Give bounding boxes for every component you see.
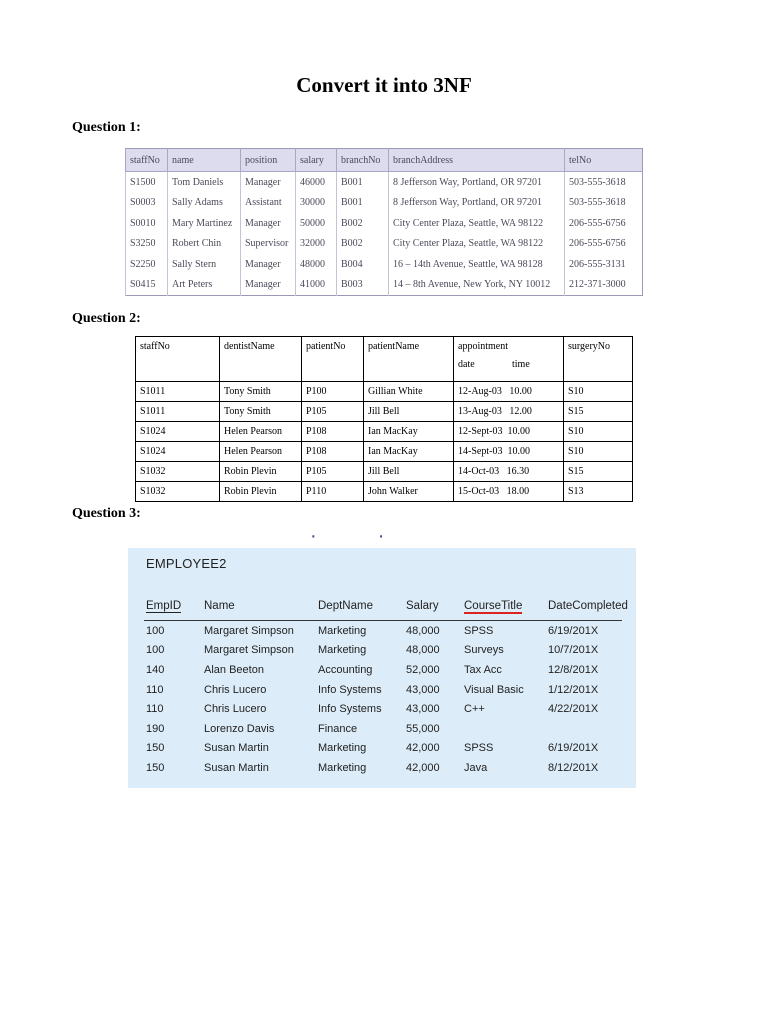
table-cell: Visual Basic xyxy=(464,683,524,696)
table-cell: 55,000 xyxy=(406,722,440,735)
table-cell: 206-555-6756 xyxy=(565,233,643,253)
table-cell: Info Systems xyxy=(318,683,382,696)
table-cell: 503-555-3618 xyxy=(565,193,643,213)
column-header: branchAddress xyxy=(389,149,565,172)
table-cell: S1032 xyxy=(136,482,220,502)
table-cell: 14-Sept-03 10.00 xyxy=(454,442,564,462)
table-cell: S0010 xyxy=(126,213,168,233)
table-cell: 32000 xyxy=(296,233,337,253)
table-cell: 140 xyxy=(146,663,165,676)
table-cell: 14-Oct-03 16.30 xyxy=(454,462,564,482)
table-cell: Java xyxy=(464,761,488,774)
table-cell: Robin Plevin xyxy=(220,462,302,482)
table-cell: C++ xyxy=(464,703,485,716)
table-header-row xyxy=(144,592,622,621)
table-cell: S1024 xyxy=(136,442,220,462)
table-row xyxy=(144,660,622,680)
table-cell: S0415 xyxy=(126,274,168,295)
table-row xyxy=(144,621,622,641)
table-cell: 6/19/201X xyxy=(548,742,599,755)
table-cell: Susan Martin xyxy=(204,742,269,755)
table-row xyxy=(136,422,633,442)
table-cell: Sally Stern xyxy=(168,254,241,274)
table-cell: S2250 xyxy=(126,254,168,274)
table-cell: S10 xyxy=(564,422,633,442)
table-cell xyxy=(546,719,622,739)
employee2-table xyxy=(144,592,628,778)
page-title: Convert it into 3NF xyxy=(296,73,472,97)
table-cell: Art Peters xyxy=(168,274,241,295)
table-cell: B001 xyxy=(337,172,389,193)
table-cell: S1011 xyxy=(136,382,220,402)
table-cell: S0003 xyxy=(126,193,168,213)
column-header: branchNo xyxy=(337,149,389,172)
table-cell: Manager xyxy=(241,213,296,233)
table-cell: 13-Aug-03 12.00 xyxy=(454,402,564,422)
table-row xyxy=(144,699,622,719)
table-cell: Manager xyxy=(241,274,296,295)
table-cell: 46000 xyxy=(296,172,337,193)
table-cell: S1032 xyxy=(136,462,220,482)
table-cell: 110 xyxy=(146,703,164,716)
table-cell: 48000 xyxy=(296,254,337,274)
table-cell: B002 xyxy=(337,213,389,233)
table-row xyxy=(136,462,633,482)
table-cell: S13 xyxy=(564,482,633,502)
dentist-appointment-table xyxy=(135,336,633,502)
table-cell: SPSS xyxy=(464,742,494,755)
table-cell: 12/8/201X xyxy=(548,663,599,676)
column-header: DateCompleted xyxy=(546,592,622,621)
column-header: surgeryNo xyxy=(564,337,633,382)
table-cell: 43,000 xyxy=(406,683,440,696)
table-cell: City Center Plaza, Seattle, WA 98122 xyxy=(389,213,565,233)
table-cell: Helen Pearson xyxy=(220,442,302,462)
table-cell: P108 xyxy=(302,422,364,442)
table-cell: John Walker xyxy=(364,482,454,502)
table-cell: Lorenzo Davis xyxy=(204,722,275,735)
table-cell: Robert Chin xyxy=(168,233,241,253)
table-cell: Assistant xyxy=(241,193,296,213)
column-header: DeptName xyxy=(316,592,404,621)
table-cell: S15 xyxy=(564,462,633,482)
table-cell xyxy=(462,719,546,739)
table-cell: 48,000 xyxy=(406,624,440,637)
table-cell: Marketing xyxy=(318,761,367,774)
column-header-label: EmpID xyxy=(146,600,182,612)
column-header: staffNo xyxy=(126,149,168,172)
table-cell: 30000 xyxy=(296,193,337,213)
table-cell: B003 xyxy=(337,274,389,295)
table-cell: Info Systems xyxy=(318,703,382,716)
table-cell: 10/7/201X xyxy=(548,644,599,657)
table-row xyxy=(144,680,622,700)
column-header xyxy=(462,592,546,621)
table-cell: P100 xyxy=(302,382,364,402)
question-2-label: Question 2: xyxy=(72,311,141,326)
table-cell: Gillian White xyxy=(364,382,454,402)
table-cell: 14 – 8th Avenue, New York, NY 10012 xyxy=(389,274,565,295)
table-cell: 206-555-6756 xyxy=(565,213,643,233)
table-cell: 8 Jefferson Way, Portland, OR 97201 xyxy=(389,193,565,213)
table-header-row xyxy=(136,337,633,382)
table-cell: City Center Plaza, Seattle, WA 98122 xyxy=(389,233,565,253)
table-cell: Margaret Simpson xyxy=(204,644,294,657)
table-row xyxy=(126,172,643,193)
column-header: dentistName xyxy=(220,337,302,382)
table-cell: 150 xyxy=(146,742,165,755)
column-header: staffNo xyxy=(136,337,220,382)
table-cell: Tony Smith xyxy=(220,402,302,422)
table-cell: S3250 xyxy=(126,233,168,253)
column-header: name xyxy=(168,149,241,172)
table-cell: Marketing xyxy=(318,644,367,657)
table-cell: Tony Smith xyxy=(220,382,302,402)
table-cell: 110 xyxy=(146,683,164,696)
column-header: Salary xyxy=(404,592,462,621)
column-header-label: CourseTitle xyxy=(464,600,523,612)
table-cell: P105 xyxy=(302,462,364,482)
table-cell: 52,000 xyxy=(406,663,440,676)
table-cell: 150 xyxy=(146,761,165,774)
table-cell: Finance xyxy=(318,722,358,735)
table-cell: S1500 xyxy=(126,172,168,193)
table-cell: Surveys xyxy=(464,644,504,657)
table-cell: P108 xyxy=(302,442,364,462)
table-cell: Tom Daniels xyxy=(168,172,241,193)
column-header: position xyxy=(241,149,296,172)
table-cell: 42,000 xyxy=(406,742,440,755)
table-cell: Helen Pearson xyxy=(220,422,302,442)
table-cell: P105 xyxy=(302,402,364,422)
table-row xyxy=(144,739,622,759)
table-cell: B002 xyxy=(337,233,389,253)
table-cell: Mary Martinez xyxy=(168,213,241,233)
question-1-label: Question 1: xyxy=(72,120,141,135)
table-cell: Alan Beeton xyxy=(204,663,264,676)
table-cell: 6/19/201X xyxy=(548,624,599,637)
table-cell: Margaret Simpson xyxy=(204,624,294,637)
table-cell: 1/12/201X xyxy=(548,683,599,696)
table-cell: Sally Adams xyxy=(168,193,241,213)
table-cell: Susan Martin xyxy=(204,761,269,774)
table-cell: S15 xyxy=(564,402,633,422)
staff-branch-table xyxy=(125,148,643,296)
column-header xyxy=(144,592,202,621)
table-cell: 4/22/201X xyxy=(548,703,599,716)
table-cell: Ian MacKay xyxy=(364,422,454,442)
table-caption: EMPLOYEE2 xyxy=(146,556,227,571)
table-cell: S1011 xyxy=(136,402,220,422)
table-row xyxy=(144,758,622,778)
column-header: patientName xyxy=(364,337,454,382)
table-cell: 206-555-3131 xyxy=(565,254,643,274)
table-row xyxy=(126,233,643,253)
table-cell: P110 xyxy=(302,482,364,502)
table-row xyxy=(126,213,643,233)
table-cell: 100 xyxy=(146,644,165,657)
table-cell: Chris Lucero xyxy=(204,683,267,696)
table-cell: 50000 xyxy=(296,213,337,233)
table-cell: 16 – 14th Avenue, Seattle, WA 98128 xyxy=(389,254,565,274)
table-cell: SPSS xyxy=(464,624,494,637)
table-cell: Supervisor xyxy=(241,233,296,253)
table-cell: 12-Sept-03 10.00 xyxy=(454,422,564,442)
table-cell: Chris Lucero xyxy=(204,703,267,716)
column-header: telNo xyxy=(565,149,643,172)
subheader-time: time xyxy=(512,359,530,370)
table-row xyxy=(144,719,622,739)
table-cell: Jill Bell xyxy=(364,402,454,422)
table-cell: 190 xyxy=(146,722,165,735)
table-cell: 100 xyxy=(146,624,165,637)
table-row xyxy=(126,193,643,213)
table-row xyxy=(136,482,633,502)
column-header: salary xyxy=(296,149,337,172)
table-cell: 43,000 xyxy=(406,703,440,716)
table-cell: 48,000 xyxy=(406,644,440,657)
table-cell: B001 xyxy=(337,193,389,213)
table-row xyxy=(144,641,622,661)
table-cell: B004 xyxy=(337,254,389,274)
column-header-appointment xyxy=(454,337,564,382)
table-row xyxy=(136,402,633,422)
table-cell: Manager xyxy=(241,172,296,193)
table-cell: S10 xyxy=(564,442,633,462)
column-header: patientNo xyxy=(302,337,364,382)
table-cell: Accounting xyxy=(318,663,373,676)
table-cell: 503-555-3618 xyxy=(565,172,643,193)
table-cell: 15-Oct-03 18.00 xyxy=(454,482,564,502)
table-cell: 12-Aug-03 10.00 xyxy=(454,382,564,402)
cropped-heading-fragment: · · xyxy=(310,530,385,542)
table-cell: 8/12/201X xyxy=(548,761,599,774)
table-cell: 41000 xyxy=(296,274,337,295)
table-cell: S10 xyxy=(564,382,633,402)
table-cell: 42,000 xyxy=(406,761,440,774)
table-header-row xyxy=(126,149,643,172)
table-row xyxy=(126,254,643,274)
column-header: Name xyxy=(202,592,316,621)
table-cell: Marketing xyxy=(318,742,367,755)
appointment-subheaders xyxy=(458,359,559,370)
table-cell: 212-371-3000 xyxy=(565,274,643,295)
table-cell: Manager xyxy=(241,254,296,274)
employee2-panel xyxy=(128,548,636,788)
table-cell: 8 Jefferson Way, Portland, OR 97201 xyxy=(389,172,565,193)
table-cell: Marketing xyxy=(318,624,367,637)
table-row xyxy=(136,382,633,402)
table-cell: S1024 xyxy=(136,422,220,442)
table-cell: Tax Acc xyxy=(464,663,502,676)
table-row xyxy=(136,442,633,462)
appointment-label: appointment xyxy=(458,341,508,352)
subheader-date: date xyxy=(458,359,475,370)
question-3-label: Question 3: xyxy=(72,506,141,521)
table-cell: Ian MacKay xyxy=(364,442,454,462)
table-cell: Jill Bell xyxy=(364,462,454,482)
table-row xyxy=(126,274,643,295)
table-cell: Robin Plevin xyxy=(220,482,302,502)
